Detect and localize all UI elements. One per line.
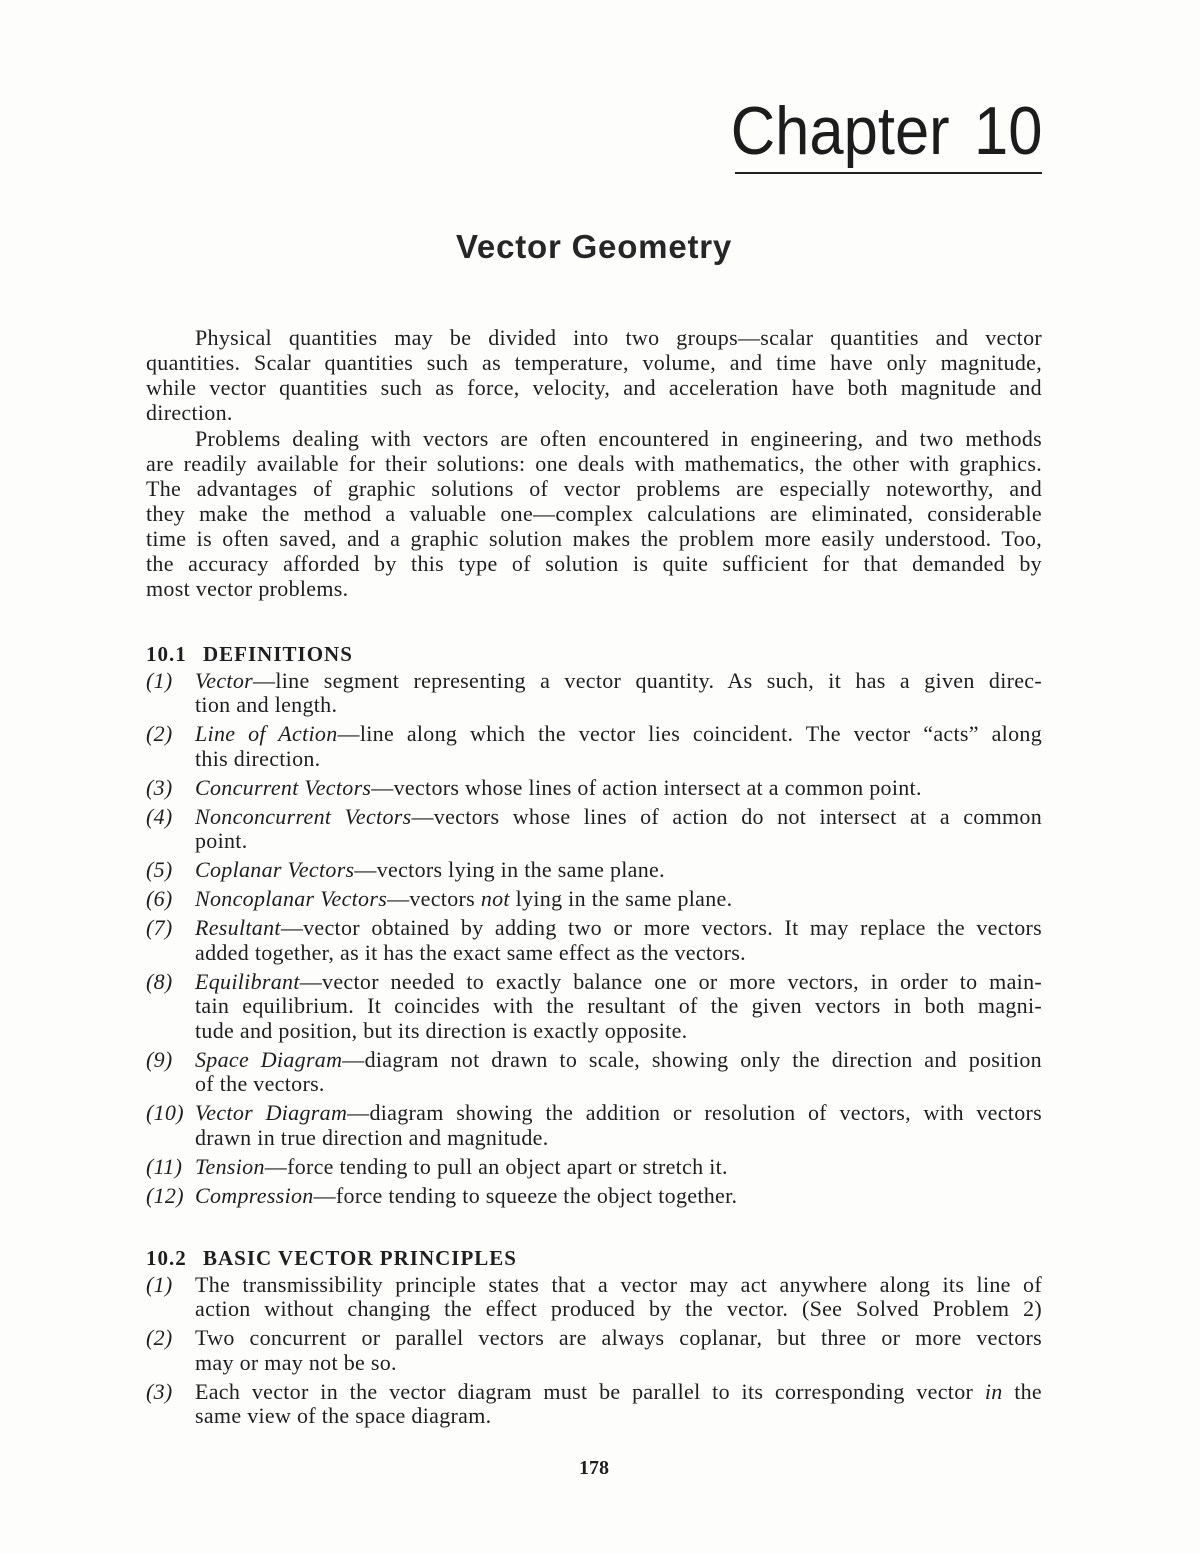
paragraph-line: The advantages of graphic solutions of vector problems are especially noteworthy, and bbox=[146, 476, 1042, 501]
item-number: (10) bbox=[146, 1100, 184, 1125]
definition-term: Noncoplanar Vectors bbox=[195, 886, 388, 911]
paragraph-line: Physical quantities may be divided into two groups—scalar quantities and vector bbox=[195, 325, 1042, 350]
item-line bbox=[195, 722, 1042, 747]
item-line bbox=[195, 1155, 1042, 1180]
item-number: (12) bbox=[146, 1182, 184, 1208]
intro-text bbox=[146, 325, 1042, 601]
item-line: tain equilibrium. It coincides with the resultant of the given vectors in both magni- bbox=[195, 993, 1042, 1018]
principle-item bbox=[146, 1273, 1042, 1322]
definition-text: —diagram showing the addition or resolution of vectors, with vectors bbox=[347, 1100, 1042, 1125]
item-line: tion and length. bbox=[195, 692, 338, 717]
paragraph-line: time is often saved, and a graphic solution makes the problem more easily understood. Too, bbox=[146, 526, 1042, 551]
item-line: Two concurrent or parallel vectors are always coplanar, but three or more vectors bbox=[195, 1325, 1042, 1350]
item-number: (11) bbox=[146, 1153, 183, 1179]
item-number: (7) bbox=[146, 915, 173, 940]
definition-text: —vectors whose lines of action do not intersect at a common bbox=[411, 803, 1043, 829]
definition-item bbox=[146, 1101, 1042, 1150]
definition-item bbox=[146, 970, 1042, 1044]
item-number: (2) bbox=[146, 1325, 173, 1350]
definition-item bbox=[146, 858, 1042, 883]
definition-item bbox=[146, 776, 1042, 801]
emphasized-word: in bbox=[984, 1378, 1003, 1404]
definition-item bbox=[146, 805, 1042, 854]
chapter-underline bbox=[735, 172, 1042, 174]
principle-text: the bbox=[1014, 1378, 1042, 1404]
item-line bbox=[195, 1380, 1042, 1405]
paragraph-line: direction. bbox=[146, 400, 233, 425]
definition-term: Resultant bbox=[195, 915, 281, 940]
paragraph-line: they make the method a valuable one—complex calculations are eliminated, considerable bbox=[146, 501, 1042, 526]
item-line: action without changing the effect produced by the vector. (See Solved Problem 2) bbox=[195, 1296, 1042, 1321]
definition-term: Vector Diagram bbox=[195, 1100, 348, 1125]
item-line bbox=[195, 776, 1042, 801]
paragraph-line: most vector problems. bbox=[146, 576, 349, 601]
definition-item bbox=[146, 1048, 1042, 1097]
item-line bbox=[195, 1048, 1042, 1073]
section-principles bbox=[146, 1246, 1042, 1429]
paragraph-line: the accuracy afforded by this type of solution is quite sufficient for that demanded by bbox=[146, 551, 1042, 576]
definition-text: —force tending to pull an object apart or stretch it. bbox=[264, 1153, 728, 1179]
item-line: tude and position, but its direction is exactly opposite. bbox=[195, 1017, 688, 1043]
definition-item bbox=[146, 916, 1042, 965]
item-line: point. bbox=[195, 828, 248, 853]
paragraph-line: while vector quantities such as force, velocity, and acceleration have both magnitude and bbox=[146, 375, 1042, 400]
definition-text: —diagram not drawn to scale, showing only the direction and position bbox=[342, 1046, 1042, 1072]
item-number: (1) bbox=[146, 667, 173, 693]
section-number: 10.1 bbox=[146, 642, 187, 666]
paragraph-line: are readily available for their solutions: one deals with mathematics, the other with graphics. bbox=[146, 451, 1042, 476]
item-line bbox=[195, 970, 1042, 995]
paragraph-line: Problems dealing with vectors are often encountered in engineering, and two methods bbox=[195, 426, 1042, 451]
principle-item bbox=[146, 1326, 1042, 1375]
definition-item bbox=[146, 1155, 1042, 1180]
item-line bbox=[195, 858, 1042, 883]
definition-text: —vectors lying in the same plane. bbox=[354, 857, 665, 882]
definition-item bbox=[146, 669, 1042, 718]
definition-text: —vector needed to exactly balance one or more vectors, in order to main- bbox=[299, 968, 1042, 994]
item-line bbox=[195, 916, 1042, 941]
item-line bbox=[195, 1184, 1042, 1209]
item-line bbox=[195, 805, 1042, 830]
definition-term: Concurrent Vectors bbox=[195, 774, 372, 800]
section-definitions bbox=[146, 642, 1042, 1208]
definition-text: —line along which the vector lies coincident. The vector “acts” along bbox=[337, 721, 1042, 746]
definition-term: Equilibrant bbox=[195, 968, 300, 994]
page-number: 178 bbox=[579, 1457, 609, 1479]
definition-item bbox=[146, 887, 1042, 912]
principle-text: Each vector in the vector diagram must be parallel to its corresponding vector bbox=[195, 1378, 974, 1404]
definition-item bbox=[146, 722, 1042, 771]
item-line: may or may not be so. bbox=[195, 1349, 397, 1375]
definition-term: Line of Action bbox=[195, 721, 338, 746]
item-number: (1) bbox=[146, 1271, 173, 1297]
item-line: same view of the space diagram. bbox=[195, 1403, 492, 1428]
principle-item bbox=[146, 1380, 1042, 1429]
definition-term: Space Diagram bbox=[195, 1046, 343, 1072]
emphasized-word: not bbox=[480, 886, 510, 911]
definition-term: Coplanar Vectors bbox=[195, 857, 355, 882]
item-number: (2) bbox=[146, 721, 173, 746]
item-number: (4) bbox=[146, 803, 173, 829]
definition-term: Vector bbox=[195, 667, 254, 693]
item-number: (3) bbox=[146, 1378, 173, 1404]
item-number: (6) bbox=[146, 886, 173, 911]
section-number: 10.2 bbox=[146, 1246, 187, 1270]
item-line: this direction. bbox=[195, 745, 321, 771]
item-number: (9) bbox=[146, 1046, 173, 1072]
item-line: of the vectors. bbox=[195, 1071, 325, 1096]
item-line bbox=[195, 1101, 1042, 1126]
item-line bbox=[195, 669, 1042, 694]
section-title: BASIC VECTOR PRINCIPLES bbox=[203, 1246, 517, 1270]
definition-text: —force tending to squeeze the object together. bbox=[313, 1182, 738, 1208]
item-line: The transmissibility principle states that a vector may act anywhere along its line of bbox=[195, 1271, 1042, 1297]
intro-paragraph bbox=[146, 426, 1042, 601]
item-line: drawn in true direction and magnitude. bbox=[195, 1124, 549, 1150]
section-title: DEFINITIONS bbox=[203, 642, 353, 666]
section-heading bbox=[146, 1246, 1042, 1271]
definition-text: —line segment representing a vector quantity. As such, it has a given direc- bbox=[253, 667, 1042, 693]
item-number: (5) bbox=[146, 857, 173, 882]
chapter-title: Vector Geometry bbox=[455, 228, 733, 265]
definition-text: —vector obtained by adding two or more vectors. It may replace the vectors bbox=[280, 915, 1042, 940]
chapter-label: Chapter 10 bbox=[730, 93, 1042, 169]
definition-text: —vectors bbox=[387, 886, 476, 911]
intro-paragraph bbox=[146, 325, 1042, 425]
definition-item bbox=[146, 1184, 1042, 1209]
item-number: (3) bbox=[146, 774, 173, 800]
section-heading bbox=[146, 642, 1042, 667]
item-number: (8) bbox=[146, 968, 173, 994]
definition-term: Nonconcurrent Vectors bbox=[195, 803, 412, 829]
paragraph-line: quantities. Scalar quantities such as temperature, volume, and time have only magnitude, bbox=[146, 350, 1042, 375]
item-line: added together, as it has the exact same effect as the vectors. bbox=[195, 939, 746, 965]
definition-term: Tension bbox=[195, 1153, 265, 1179]
definition-text: —vectors whose lines of action intersect at a common point. bbox=[371, 774, 922, 800]
definition-term: Compression bbox=[195, 1182, 314, 1208]
definition-text: lying in the same plane. bbox=[515, 886, 733, 911]
item-line bbox=[195, 887, 1042, 912]
